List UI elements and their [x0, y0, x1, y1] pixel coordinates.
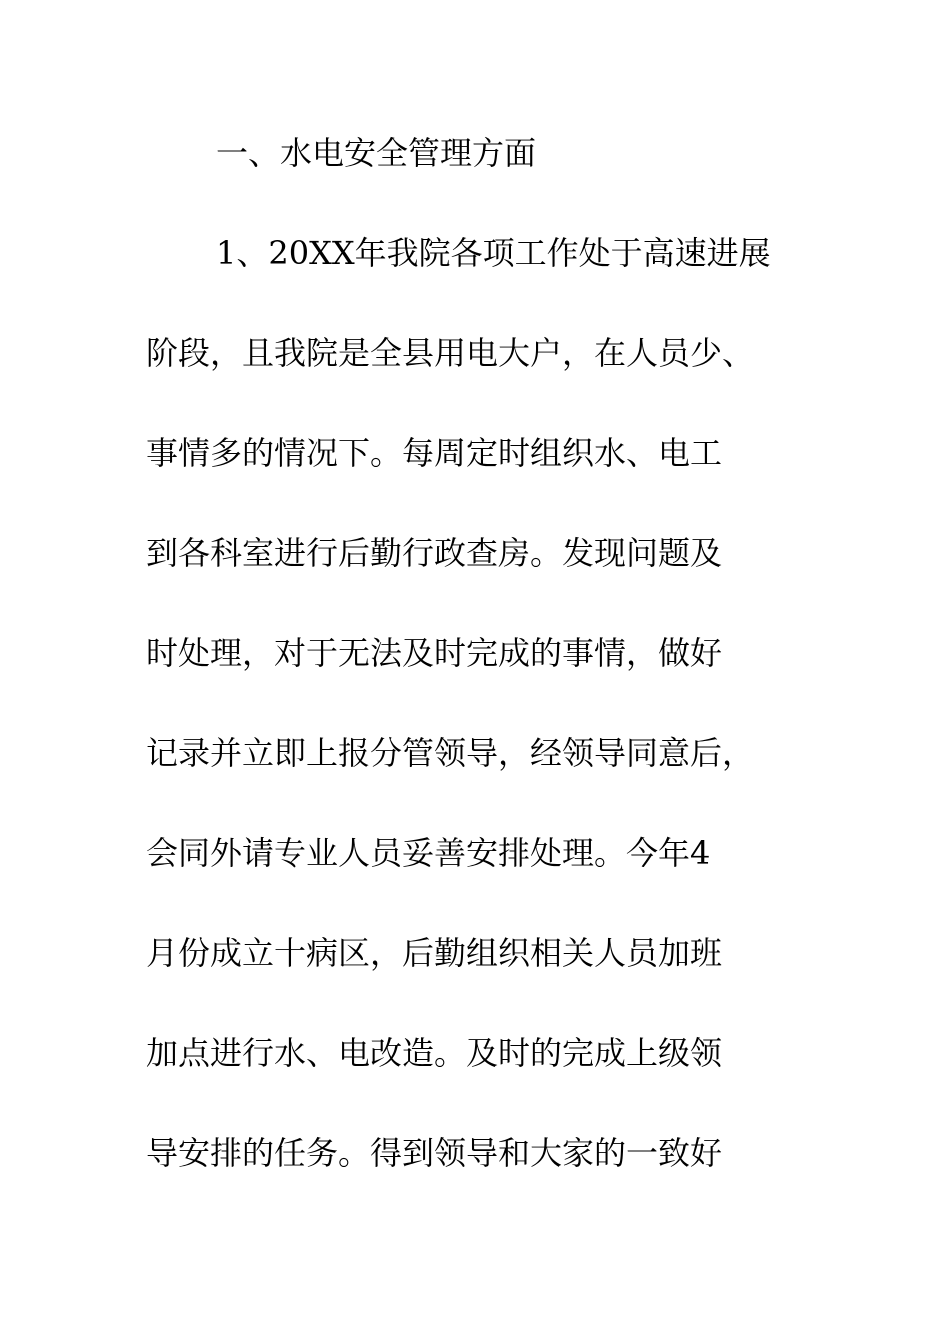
paragraph-line: 月份成立十病区，后勤组织相关人员加班: [146, 934, 723, 972]
section-heading: 一、水电安全管理方面: [216, 134, 537, 172]
paragraph-line: 会同外请专业人员妥善安排处理。今年4: [146, 834, 711, 872]
paragraph-line: 时处理，对于无法及时完成的事情，做好: [146, 634, 723, 672]
paragraph-line: 事情多的情况下。每周定时组织水、电工: [146, 434, 723, 472]
paragraph-line: 到各科室进行后勤行政查房。发现问题及: [146, 534, 723, 572]
paragraph-line: 记录并立即上报分管领导，经领导同意后，: [146, 734, 755, 772]
paragraph-line: 1、20XX年我院各项工作处于高速进展: [216, 234, 771, 272]
paragraph-line: 阶段，且我院是全县用电大户，在人员少、: [146, 334, 755, 372]
paragraph-line: 加点进行水、电改造。及时的完成上级领: [146, 1034, 723, 1072]
paragraph-line: 导安排的任务。得到领导和大家的一致好: [146, 1134, 723, 1172]
